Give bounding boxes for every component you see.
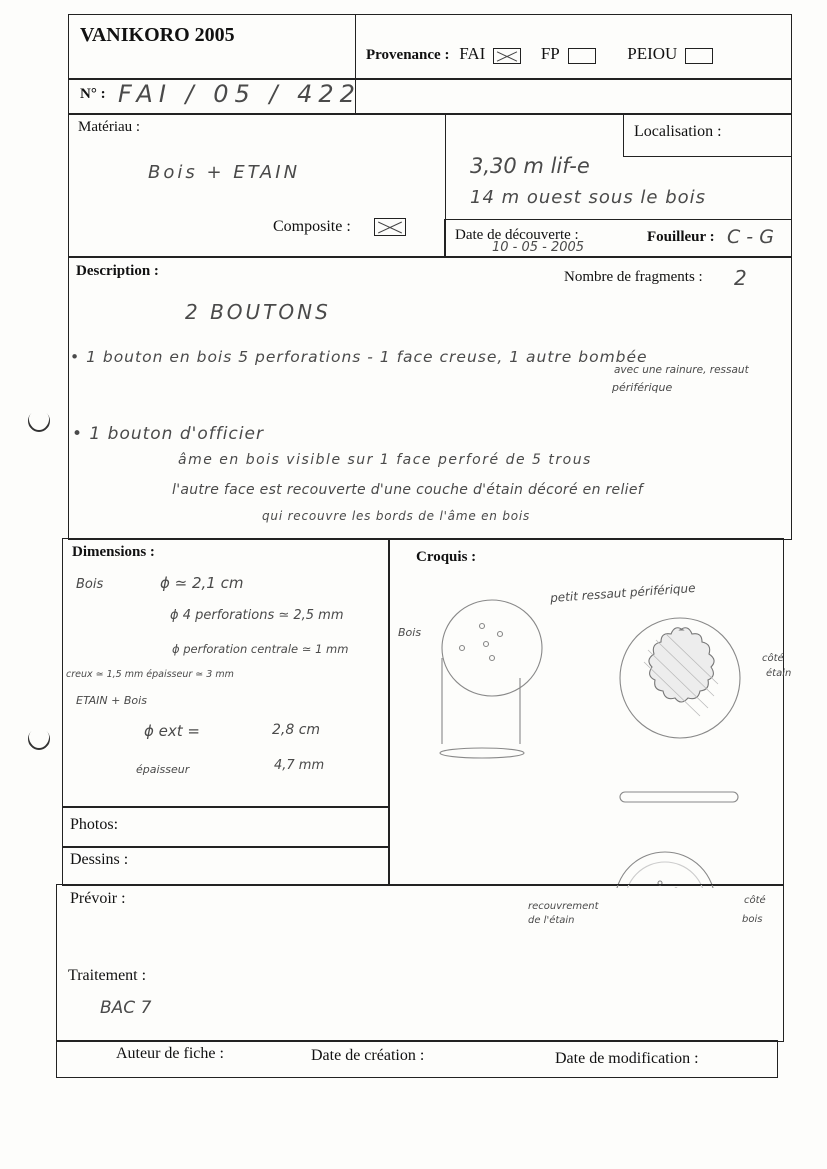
auteur-label: Auteur de fiche :	[116, 1045, 224, 1062]
option-fai-label: FAI	[459, 44, 486, 63]
fouilleur-label: Fouilleur :	[647, 229, 715, 245]
dim-ext-diameter[interactable]: ϕ ext =	[144, 722, 200, 740]
croquis-annotation-cote-etain-1: côté	[762, 653, 784, 664]
date-creation-label: Date de création :	[311, 1047, 425, 1064]
dessins-label: Dessins :	[70, 851, 129, 868]
option-peiou-label: PEIOU	[627, 44, 678, 63]
dim-etain-label[interactable]: ETAIN + Bois	[76, 694, 147, 707]
composite-checkbox[interactable]	[374, 218, 406, 236]
date-decouverte-value[interactable]: 10 - 05 - 2005	[492, 240, 585, 255]
sketch-perforation-4	[460, 646, 465, 651]
description-label: Description :	[76, 263, 159, 279]
description-line1[interactable]: • 1 bouton en bois 5 perforations - 1 face creuse, 1 autre bombée	[70, 348, 648, 366]
traitement-label: Traitement :	[68, 967, 147, 984]
croquis-annotation-recouvrement-2: de l'étain	[528, 915, 575, 926]
dim-bois-label[interactable]: Bois	[76, 577, 104, 592]
option-peiou-checkbox[interactable]	[685, 48, 713, 64]
dim-diameter[interactable]: ϕ ≃ 2,1 cm	[160, 574, 244, 592]
hole-punch-mark-top	[23, 405, 54, 436]
croquis-annotation-recouvrement-1: recouvrement	[528, 901, 599, 912]
number-value[interactable]: FAI / 05 / 422	[118, 80, 361, 108]
sketch-tin-button-profile	[620, 792, 738, 802]
dim-ext-diameter-value[interactable]: 2,8 cm	[272, 722, 321, 738]
localisation-line1[interactable]: 3,30 m lif-e	[470, 154, 590, 178]
date-decouverte-label: Date de découverte :	[455, 227, 579, 243]
provenance-label: Provenance :	[366, 47, 450, 63]
description-line3[interactable]: âme en bois visible sur 1 face perforé de 5 trous	[178, 452, 592, 468]
option-fp-label: FP	[540, 44, 560, 63]
dim-creux-epaisseur[interactable]: creux ≃ 1,5 mm épaisseur ≃ 3 mm	[66, 669, 234, 680]
description-line5[interactable]: qui recouvre les bords de l'âme en bois	[262, 509, 531, 523]
description-line1c[interactable]: périférique	[612, 381, 673, 394]
croquis-annotation-cote-etain-2: étain	[766, 668, 792, 679]
croquis-annotation-bois: Bois	[398, 626, 422, 639]
photos-label: Photos:	[70, 816, 119, 833]
localisation-line2[interactable]: 14 m ouest sous le bois	[470, 187, 707, 208]
croquis-annotation-cote-bois-2: bois	[742, 914, 763, 925]
dim-central-perforation[interactable]: ϕ perforation centrale ≃ 1 mm	[172, 642, 349, 656]
prevoir-label: Prévoir :	[70, 890, 126, 907]
materiau-label: Matériau :	[78, 119, 141, 135]
option-fp-checkbox[interactable]	[568, 48, 596, 64]
sketch-perforation-1	[480, 624, 485, 629]
option-fai-checkbox[interactable]	[493, 48, 521, 64]
provenance-row	[366, 44, 713, 64]
sketch-wood-button-face	[442, 600, 542, 696]
croquis-annotation-cote-bois-1: côté	[744, 895, 766, 906]
composite-label: Composite :	[273, 218, 351, 235]
description-line4[interactable]: l'autre face est recouverte d'une couche d'étain décoré en relief	[172, 482, 643, 498]
traitement-value[interactable]: BAC 7	[100, 998, 152, 1018]
croquis-label: Croquis :	[416, 549, 477, 565]
fragments-value[interactable]: 2	[734, 266, 747, 290]
dim-thickness-label[interactable]: épaisseur	[136, 763, 190, 776]
sketch-perforation-3	[484, 642, 489, 647]
dim-thickness-value[interactable]: 4,7 mm	[274, 758, 325, 773]
fragments-label: Nombre de fragments :	[564, 269, 703, 285]
description-line2[interactable]: • 1 bouton d'officier	[72, 424, 264, 444]
date-modification-label: Date de modification :	[555, 1050, 699, 1067]
dim-4-perforations[interactable]: ϕ 4 perforations ≃ 2,5 mm	[170, 608, 344, 623]
page-title: VANIKORO 2005	[80, 24, 235, 46]
sketch-perforation-2	[498, 632, 503, 637]
prevoir-section	[56, 884, 784, 1042]
description-line1b[interactable]: avec une rainure, ressaut	[614, 364, 749, 376]
localisation-label: Localisation :	[634, 123, 722, 140]
dimensions-label: Dimensions :	[72, 544, 155, 560]
hole-punch-mark-bottom	[23, 723, 54, 754]
materiau-value[interactable]: Bois + ETAIN	[148, 162, 301, 183]
number-label: N° :	[80, 86, 106, 102]
sketch-perforation-5	[490, 656, 495, 661]
description-heading[interactable]: 2 BOUTONS	[185, 300, 331, 324]
fouilleur-value[interactable]: C - G	[727, 226, 774, 248]
sketch-wood-button-profile	[440, 748, 524, 758]
croquis-drawings	[388, 538, 784, 888]
croquis-annotation-ressaut: petit ressaut périférique	[549, 580, 696, 606]
